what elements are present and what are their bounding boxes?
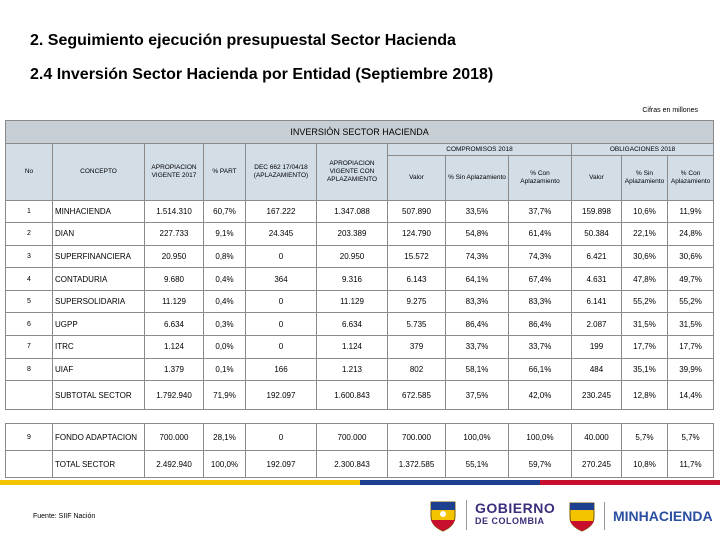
- minhacienda-crest-icon: [568, 500, 596, 532]
- cell-o-sin: 30,6%: [622, 245, 668, 268]
- cell: 5,7%: [668, 424, 714, 451]
- cell-c-sin: 58,1%: [446, 358, 509, 381]
- cell-o-valor: 159.898: [572, 200, 622, 223]
- cell-o-con: 55,2%: [668, 290, 714, 313]
- cell-part: 0,4%: [204, 290, 246, 313]
- logo2-text: MINHACIENDA: [613, 508, 713, 524]
- total-row: [6, 451, 714, 478]
- cell-o-valor: 6.141: [572, 290, 622, 313]
- cell-c-valor: 6.143: [388, 268, 446, 291]
- cell-c-sin: 74,3%: [446, 245, 509, 268]
- page-subtitle: 2.4 Inversión Sector Hacienda por Entidad (Septiembre 2018): [30, 66, 494, 83]
- cell-concepto: UIAF: [53, 358, 145, 381]
- table-row: [6, 290, 714, 313]
- cell-aprop-con: 1.347.088: [317, 200, 388, 223]
- group-compromisos: COMPROMISOS 2018: [388, 143, 572, 156]
- cell-o-sin: 22,1%: [622, 223, 668, 246]
- cell-c-con: 61,4%: [509, 223, 572, 246]
- table-row: [6, 223, 714, 246]
- header-apropiacion-vigente: APROPIACION VIGENTE 2017: [145, 143, 204, 200]
- header-concepto: CONCEPTO: [53, 143, 145, 200]
- cell: 0: [246, 424, 317, 451]
- header-apropiacion-con: APROPIACION VIGENTE CON APLAZAMIENTO: [317, 143, 388, 200]
- cell-aprop: 1.379: [145, 358, 204, 381]
- cell-c-sin: 54,8%: [446, 223, 509, 246]
- cell: 14,4%: [668, 381, 714, 410]
- cell-c-con: 86,4%: [509, 313, 572, 336]
- cell-c-con: 33,7%: [509, 336, 572, 359]
- cell: 37,5%: [446, 381, 509, 410]
- cell-aprop: 6.634: [145, 313, 204, 336]
- table-row: [6, 358, 714, 381]
- cell-dec: 167.222: [246, 200, 317, 223]
- cell-no: 8: [6, 358, 53, 381]
- cell-o-valor: 484: [572, 358, 622, 381]
- cell-dec: 0: [246, 245, 317, 268]
- cell-dec: 364: [246, 268, 317, 291]
- cell: 230.245: [572, 381, 622, 410]
- minhacienda-logo: [568, 500, 713, 532]
- cell-aprop-con: 1.124: [317, 336, 388, 359]
- cell-o-valor: 199: [572, 336, 622, 359]
- cell-c-valor: 15.572: [388, 245, 446, 268]
- table-main-title: INVERSIÓN SECTOR HACIENDA: [6, 121, 714, 144]
- cell: 700.000: [317, 424, 388, 451]
- page-title: 2. Seguimiento ejecución presupuestal Sector Hacienda: [30, 32, 456, 49]
- cell-concepto: ITRC: [53, 336, 145, 359]
- fondo-row: [6, 424, 714, 451]
- cell: 1.792.940: [145, 381, 204, 410]
- cell-part: 0,3%: [204, 313, 246, 336]
- cell-no: 4: [6, 268, 53, 291]
- cell-part: 0,1%: [204, 358, 246, 381]
- cell: 192.097: [246, 381, 317, 410]
- cell-c-sin: 33,5%: [446, 200, 509, 223]
- group-obligaciones: OBLIGACIONES 2018: [572, 143, 714, 156]
- cell-c-sin: 64,1%: [446, 268, 509, 291]
- cell-part: 0,8%: [204, 245, 246, 268]
- cell: 1.600.843: [317, 381, 388, 410]
- cell-aprop-con: 203.389: [317, 223, 388, 246]
- cell-no: 3: [6, 245, 53, 268]
- cell-part: 0,0%: [204, 336, 246, 359]
- cell: 2.492.940: [145, 451, 204, 478]
- cell-concepto: SUPERSOLIDARIA: [53, 290, 145, 313]
- cell-c-sin: 33,7%: [446, 336, 509, 359]
- header-dec: DEC 662 17/04/18 (APLAZAMIENTO): [246, 143, 317, 200]
- cell-aprop: 1.124: [145, 336, 204, 359]
- cell: 5,7%: [622, 424, 668, 451]
- cell: 270.245: [572, 451, 622, 478]
- cell-aprop: 227.733: [145, 223, 204, 246]
- cell: 1.372.585: [388, 451, 446, 478]
- cell-o-sin: 35,1%: [622, 358, 668, 381]
- logo1-line1: GOBIERNO: [475, 500, 556, 516]
- cell-c-valor: 379: [388, 336, 446, 359]
- cell: 40.000: [572, 424, 622, 451]
- cell-dec: 24.345: [246, 223, 317, 246]
- cell-part: 0,4%: [204, 268, 246, 291]
- table-row: [6, 313, 714, 336]
- cell-no: 6: [6, 313, 53, 336]
- subtotal-row: [6, 381, 714, 410]
- cell-o-sin: 31,5%: [622, 313, 668, 336]
- colombia-crest-icon: [428, 498, 458, 532]
- cell-o-con: 49,7%: [668, 268, 714, 291]
- cell: 10,8%: [622, 451, 668, 478]
- cell-o-con: 24,8%: [668, 223, 714, 246]
- cell: 100,0%: [509, 424, 572, 451]
- stripe-yellow: [0, 480, 360, 485]
- cell-concepto: MINHACIENDA: [53, 200, 145, 223]
- cell: 11,7%: [668, 451, 714, 478]
- cell-c-con: 74,3%: [509, 245, 572, 268]
- cell-o-sin: 47,8%: [622, 268, 668, 291]
- cell-part: 60,7%: [204, 200, 246, 223]
- cell-no: 2: [6, 223, 53, 246]
- header-part: % PART: [204, 143, 246, 200]
- cell: 100,0%: [204, 451, 246, 478]
- cell-part: 9,1%: [204, 223, 246, 246]
- cell: 672.585: [388, 381, 446, 410]
- header-comp-con: % Con Aplazamiento: [509, 156, 572, 200]
- source-note: Fuente: SIIF Nación: [33, 513, 96, 520]
- cell-c-con: 66,1%: [509, 358, 572, 381]
- cell: 59,7%: [509, 451, 572, 478]
- header-obl-valor: Valor: [572, 156, 622, 200]
- cell-dec: 0: [246, 290, 317, 313]
- cell: 9: [6, 424, 53, 451]
- cell-no: 1: [6, 200, 53, 223]
- cell: FONDO ADAPTACION: [53, 424, 145, 451]
- stripe-red: [540, 480, 720, 485]
- cell: 700.000: [388, 424, 446, 451]
- cell-c-valor: 507.890: [388, 200, 446, 223]
- table-row: [6, 336, 714, 359]
- cell-aprop: 1.514.310: [145, 200, 204, 223]
- cell-o-valor: 2.087: [572, 313, 622, 336]
- cell-c-sin: 86,4%: [446, 313, 509, 336]
- cell-c-valor: 124.790: [388, 223, 446, 246]
- investment-table: [5, 120, 714, 478]
- cell-o-valor: 6.421: [572, 245, 622, 268]
- cell-aprop-con: 6.634: [317, 313, 388, 336]
- table-row: [6, 200, 714, 223]
- cell: 100,0%: [446, 424, 509, 451]
- cell: 12,8%: [622, 381, 668, 410]
- cell-o-sin: 55,2%: [622, 290, 668, 313]
- cell-dec: 0: [246, 313, 317, 336]
- total-label: TOTAL SECTOR: [53, 451, 145, 478]
- cell-o-con: 31,5%: [668, 313, 714, 336]
- table-row: [6, 268, 714, 291]
- cell-aprop: 20.950: [145, 245, 204, 268]
- cell-o-sin: 10,6%: [622, 200, 668, 223]
- cell-o-con: 11,9%: [668, 200, 714, 223]
- cell-aprop: 11.129: [145, 290, 204, 313]
- logo1-line2: DE COLOMBIA: [475, 516, 545, 526]
- cell-aprop-con: 9.316: [317, 268, 388, 291]
- cell-o-con: 39,9%: [668, 358, 714, 381]
- cell-o-con: 17,7%: [668, 336, 714, 359]
- units-note: Cifras en millones: [642, 107, 698, 114]
- cell: 42,0%: [509, 381, 572, 410]
- cell-aprop: 9.680: [145, 268, 204, 291]
- cell-c-con: 37,7%: [509, 200, 572, 223]
- subtotal-label: SUBTOTAL SECTOR: [53, 381, 145, 410]
- cell-c-sin: 83,3%: [446, 290, 509, 313]
- cell: 55,1%: [446, 451, 509, 478]
- cell-c-con: 83,3%: [509, 290, 572, 313]
- cell-dec: 0: [246, 336, 317, 359]
- gobierno-logo: [428, 498, 555, 532]
- cell-dec: 166: [246, 358, 317, 381]
- table-row: [6, 245, 714, 268]
- cell-c-valor: 802: [388, 358, 446, 381]
- cell-no: 5: [6, 290, 53, 313]
- cell-aprop-con: 20.950: [317, 245, 388, 268]
- cell-concepto: SUPERFINANCIERA: [53, 245, 145, 268]
- cell-c-con: 67,4%: [509, 268, 572, 291]
- cell-aprop-con: 1.213: [317, 358, 388, 381]
- cell: 700.000: [145, 424, 204, 451]
- cell: 192.097: [246, 451, 317, 478]
- cell-no: 7: [6, 336, 53, 359]
- cell-o-valor: 50.384: [572, 223, 622, 246]
- cell-o-valor: 4.631: [572, 268, 622, 291]
- header-obl-sin: % Sin Aplazamiento: [622, 156, 668, 200]
- cell-o-sin: 17,7%: [622, 336, 668, 359]
- header-comp-valor: Valor: [388, 156, 446, 200]
- cell-concepto: DIAN: [53, 223, 145, 246]
- cell-c-valor: 9.275: [388, 290, 446, 313]
- cell-o-con: 30,6%: [668, 245, 714, 268]
- header-obl-con: % Con Aplazamiento: [668, 156, 714, 200]
- header-no: No: [6, 143, 53, 200]
- flag-stripe: [0, 480, 720, 485]
- cell: 71,9%: [204, 381, 246, 410]
- cell-concepto: CONTADURIA: [53, 268, 145, 291]
- cell-aprop-con: 11.129: [317, 290, 388, 313]
- cell: 2.300.843: [317, 451, 388, 478]
- stripe-blue: [360, 480, 540, 485]
- header-comp-sin: % Sin Aplazamiento: [446, 156, 509, 200]
- cell: 28,1%: [204, 424, 246, 451]
- cell-concepto: UGPP: [53, 313, 145, 336]
- cell-c-valor: 5.735: [388, 313, 446, 336]
